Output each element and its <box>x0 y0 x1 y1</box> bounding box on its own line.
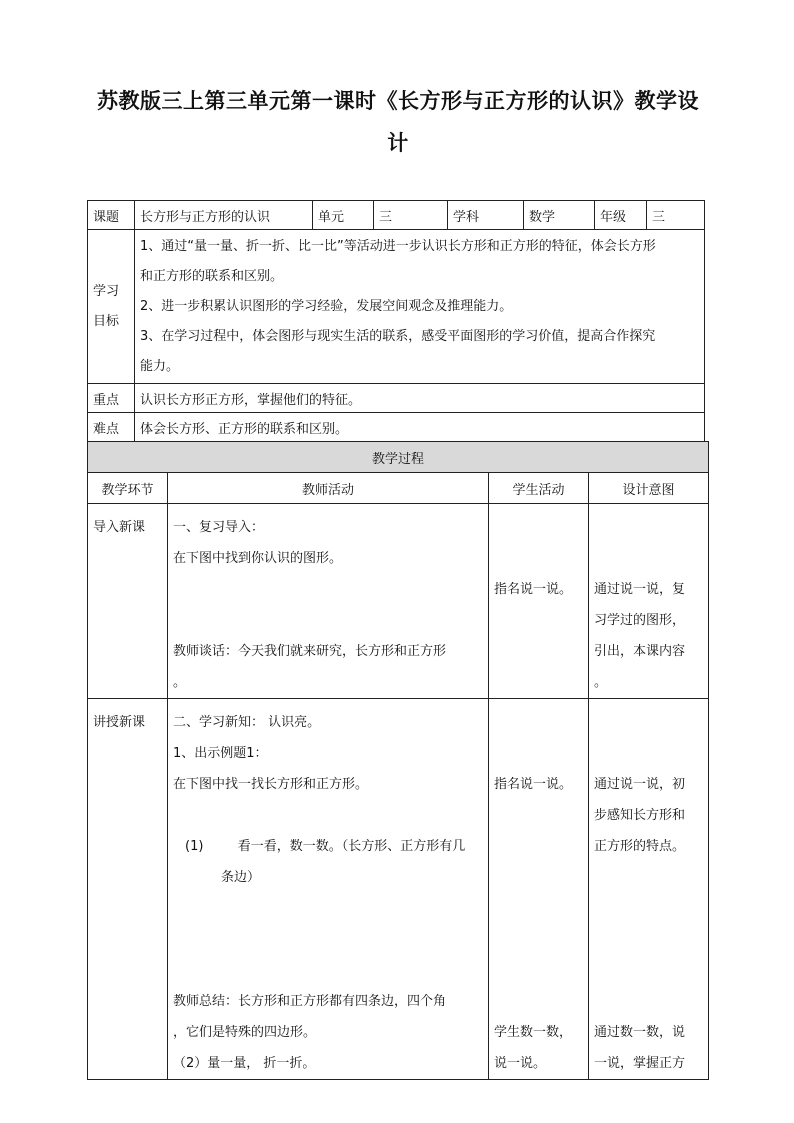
intro-student-line: 指名说一说。 <box>494 582 573 597</box>
stage-new-label: 讲授新课 <box>93 715 146 730</box>
intro-line-1: 一、复习导入： <box>173 520 265 535</box>
new-student-line-3: 说一说。 <box>494 1056 547 1071</box>
col-student-header: 学生活动 <box>489 473 589 504</box>
topic-value: 长方形与正方形的认识 <box>135 201 313 230</box>
topic-row <box>88 201 705 230</box>
col-intent-header: 设计意图 <box>589 473 709 504</box>
intro-intent-line-3: 引出，本课内容 <box>594 644 686 659</box>
subject-value: 数学 <box>524 201 595 230</box>
new-line-4 <box>173 831 483 862</box>
new-line-6: 教师总结：长方形和正方形都有四条边，四个角 <box>173 994 447 1009</box>
intro-intent-line-1: 通过说一说，复 <box>594 582 686 597</box>
objective-3b: 能力。 <box>140 358 180 374</box>
new-line-2: 1、出示例题1： <box>173 746 268 761</box>
teaching-process-table <box>87 441 709 1080</box>
new-line-1: 二、学习新知： 认识亮。 <box>173 715 321 730</box>
new-line-8: （2）量一量， 折一折。 <box>173 1056 316 1071</box>
stage-intro-label: 导入新课 <box>93 520 146 535</box>
objectives-content <box>135 230 705 384</box>
new-line-7: ，它们是特殊的四边形。 <box>173 1025 317 1040</box>
new-intent-line-4: 通过数一数，说 <box>594 1025 686 1040</box>
unit-value: 三 <box>374 201 448 230</box>
process-header-row <box>88 442 709 473</box>
step-text-1: 看一看，数一数。（长方形、正方形有几 <box>237 839 466 854</box>
intro-intent-line-2: 习学过的图形， <box>594 613 686 628</box>
objective-1b: 和正方形的联系和区别。 <box>140 268 284 284</box>
new-intent-line-3: 正方形的特点。 <box>594 839 686 854</box>
process-row-new-knowledge <box>88 699 709 1080</box>
student-activity-intro <box>489 504 589 699</box>
unit-label: 单元 <box>313 201 374 230</box>
intro-line-4: 。 <box>173 675 187 690</box>
new-intent-line-2: 步感知长方形和 <box>594 808 686 823</box>
grade-label: 年级 <box>595 201 647 230</box>
teacher-activity-new <box>168 699 489 1080</box>
col-teacher-header: 教师活动 <box>168 473 489 504</box>
title-line-2: 计 <box>387 130 409 155</box>
design-intent-new <box>589 699 709 1080</box>
new-line-3: 在下图中找一找长方形和正方形。 <box>173 777 369 792</box>
new-student-line-1: 指名说一说。 <box>494 777 573 792</box>
grade-value: 三 <box>647 201 705 230</box>
step-number-1: (1) <box>185 839 204 854</box>
objectives-label-line-1: 学习 <box>93 283 120 299</box>
difficulty-value: 体会长方形、正方形的联系和区别。 <box>135 413 705 442</box>
objective-3a: 3、在学习过程中，体会图形与现实生活的联系，感受平面图形的学习价值，提高合作探究 <box>140 328 656 344</box>
intro-line-3: 教师谈话：今天我们就来研究，长方形和正方形 <box>173 644 447 659</box>
new-intent-line-5: 一说，掌握正方 <box>594 1056 686 1071</box>
new-student-line-2: 学生数一数， <box>494 1025 573 1040</box>
col-stage-header: 教学环节 <box>88 473 168 504</box>
objective-2: 2、进一步积累认识图形的学习经验，发展空间观念及推理能力。 <box>140 298 513 314</box>
stage-new <box>88 699 168 1080</box>
key-point-label: 重点 <box>88 384 135 413</box>
design-intent-intro <box>589 504 709 699</box>
process-header: 教学过程 <box>88 442 709 473</box>
intro-intent-line-4: 。 <box>594 675 608 690</box>
objectives-row <box>88 230 705 384</box>
key-point-value: 认识长方形正方形，掌握他们的特征。 <box>135 384 705 413</box>
intro-line-2: 在下图中找到你认识的图形。 <box>173 551 343 566</box>
subject-label: 学科 <box>448 201 524 230</box>
new-intent-line-1: 通过说一说，初 <box>594 777 686 792</box>
difficulty-row <box>88 413 705 442</box>
difficulty-label: 难点 <box>88 413 135 442</box>
stage-intro <box>88 504 168 699</box>
objectives-label-line-2: 目标 <box>93 313 120 329</box>
lesson-info-table <box>87 200 705 442</box>
topic-label: 课题 <box>88 201 135 230</box>
teacher-activity-intro <box>168 504 489 699</box>
objectives-label <box>88 230 135 384</box>
title-line-1: 苏教版三上第三单元第一课时《长方形与正方形的认识》教学设 <box>97 88 699 113</box>
new-line-5: 条边） <box>221 870 261 885</box>
objective-1a: 1、通过“量一量、折一折、比一比”等活动进一步认识长方形和正方形的特征，体会长方形 <box>140 238 656 254</box>
student-activity-new <box>489 699 589 1080</box>
process-row-intro <box>88 504 709 699</box>
key-point-row <box>88 384 705 413</box>
column-header-row <box>88 473 709 504</box>
document-title <box>88 80 708 164</box>
